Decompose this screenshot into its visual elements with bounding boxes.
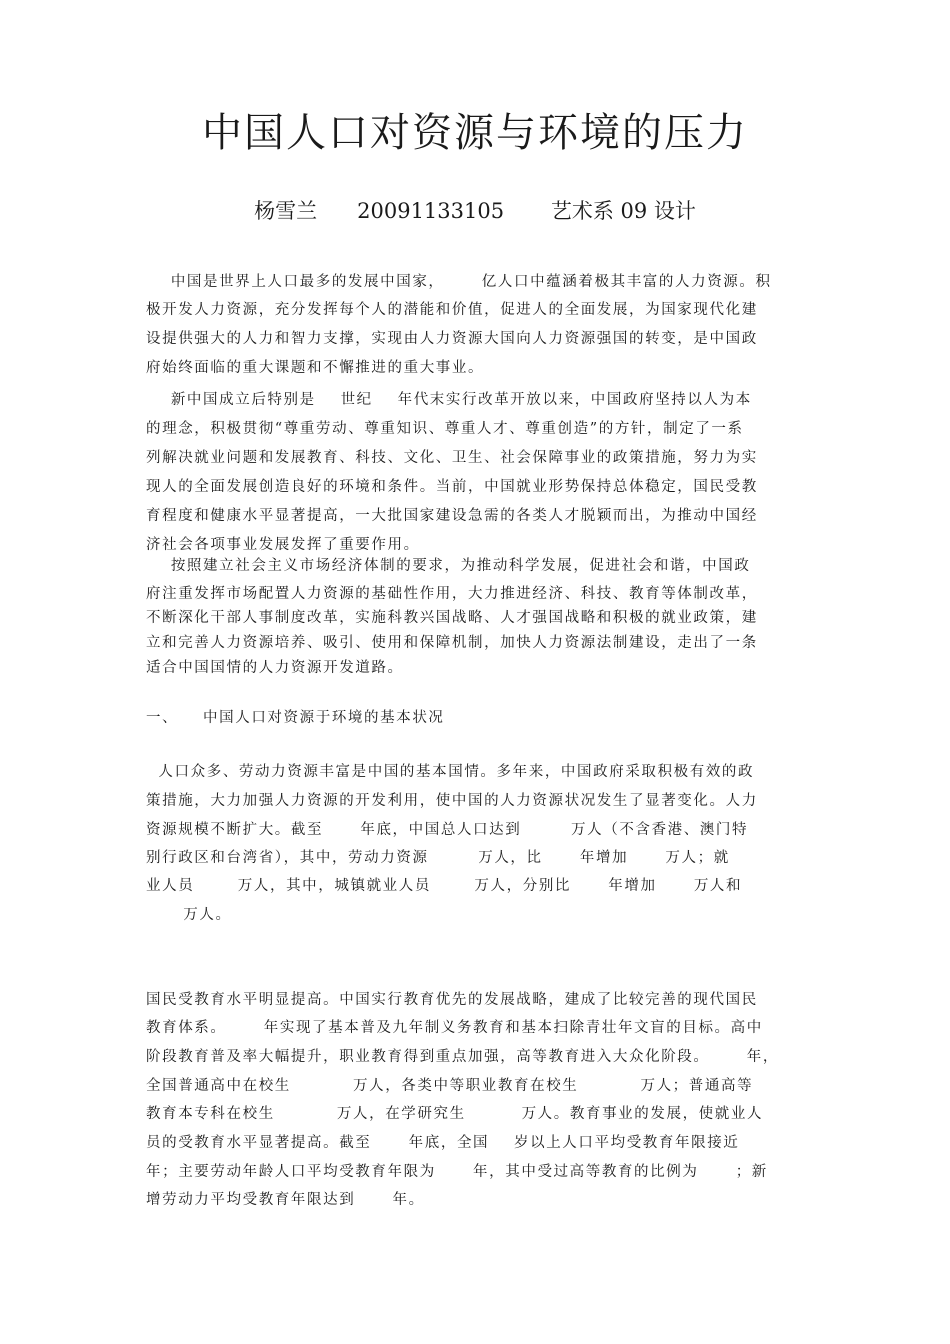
paragraph-1-line-4: 府始终面临的重大课题和不懈推进的重大事业。 (146, 360, 485, 376)
paragraph-2-line-3: 列解决就业问题和发展教育、科技、文化、卫生、社会保障事业的政策措施，努力为实 (146, 450, 758, 466)
section-paragraph-2-line-3: 阶段教育普及率大幅提升，职业教育得到重点加强，高等教育进入大众化阶段。 年， (146, 1049, 779, 1065)
paragraph-3-line-3: 不断深化干部人事制度改革，实施科教兴国战略、人才强国战略和积极的就业政策，建 (146, 610, 758, 626)
paragraph-3-line-5: 适合中国国情的人力资源开发道路。 (146, 660, 404, 676)
section-heading: 一、 中国人口对资源于环境的基本状况 (146, 710, 445, 726)
section-paragraph-2-line-8: 增劳动力平均受教育年限达到 年。 (146, 1192, 425, 1208)
paragraph-1-line-2: 极开发人力资源，充分发挥每个人的潜能和价值，促进人的全面发展，为国家现代化建 (146, 302, 758, 318)
paragraph-3-line-2: 府注重发挥市场配置人力资源的基础性作用，大力推进经济、科技、教育等体制改革， (146, 586, 758, 602)
paragraph-1-line-1: 中国是世界上人口最多的发展中国家， 亿人口中蕴涵着极其丰富的人力资源。积 (146, 274, 772, 290)
section-paragraph-1-line-5: 业人员 万人，其中，城镇就业人员 万人，分别比 年增加 万人和 (146, 878, 743, 894)
author-byline: 杨雪兰 20091133105 艺术系 09 设计 (254, 199, 696, 223)
paragraph-3-line-1: 按照建立社会主义市场经济体制的要求，为推动科学发展，促进社会和谐，中国政 (146, 558, 751, 574)
section-paragraph-2-line-2: 教育体系。 年实现了基本普及九年制义务教育和基本扫除青壮年文盲的目标。高中 (146, 1020, 763, 1036)
section-paragraph-2-line-4: 全国普通高中在校生 万人，各类中等职业教育在校生 万人；普通高等 (146, 1078, 754, 1094)
section-paragraph-1-line-4: 别行政区和台湾省），其中，劳动力资源 万人，比 年增加 万人；就 (146, 850, 730, 866)
section-paragraph-2-line-5: 教育本专科在校生 万人，在学研究生 万人。教育事业的发展，使就业人 (146, 1106, 764, 1122)
paragraph-2-line-2: 的理念，积极贯彻“尊重劳动、尊重知识、尊重人才、尊重创造”的方针，制定了一系 (146, 421, 744, 437)
document-title: 中国人口对资源与环境的压力 (202, 110, 748, 156)
section-paragraph-1-line-3: 资源规模不断扩大。截至 年底，中国总人口达到 万人（不含香港、澳门特 (146, 822, 749, 838)
section-paragraph-2-line-1: 国民受教育水平明显提高。中国实行教育优先的发展战略，建成了比较完善的现代国民 (146, 992, 758, 1008)
paragraph-3-line-4: 立和完善人力资源培养、吸引、使用和保障机制，加快人力资源法制建设，走出了一条 (146, 635, 758, 651)
section-paragraph-1-line-2: 策措施，大力加强人力资源的开发利用，使中国的人力资源状况发生了显著变化。人力 (146, 793, 758, 809)
paragraph-2-line-5: 育程度和健康水平显著提高，一大批国家建设急需的各类人才脱颖而出，为推动中国经 (146, 508, 758, 524)
section-paragraph-2-line-7: 年；主要劳动年龄人口平均受教育年限为 年，其中受过高等教育的比例为 ；新 (146, 1164, 768, 1180)
paragraph-1-line-3: 设提供强大的人力和智力支撑，实现由人力资源大国向人力资源强国的转变，是中国政 (146, 331, 758, 347)
paragraph-2-line-1: 新中国成立后特别是 世纪 年代末实行改革开放以来，中国政府坚持以人为本 (146, 392, 752, 408)
paragraph-2-line-6: 济社会各项事业发展发挥了重要作用。 (146, 537, 420, 553)
section-paragraph-1-line-1: 人口众多、劳动力资源丰富是中国的基本国情。多年来，中国政府采取积极有效的政 (146, 764, 755, 780)
section-paragraph-2-line-6: 员的受教育水平显著提高。截至 年底，全国 岁以上人口平均受教育年限接近 (146, 1135, 740, 1151)
paragraph-2-line-4: 现人的全面发展创造良好的环境和条件。当前，中国就业形势保持总体稳定，国民受教 (146, 479, 758, 495)
section-paragraph-1-line-6: 万人。 (146, 907, 232, 923)
